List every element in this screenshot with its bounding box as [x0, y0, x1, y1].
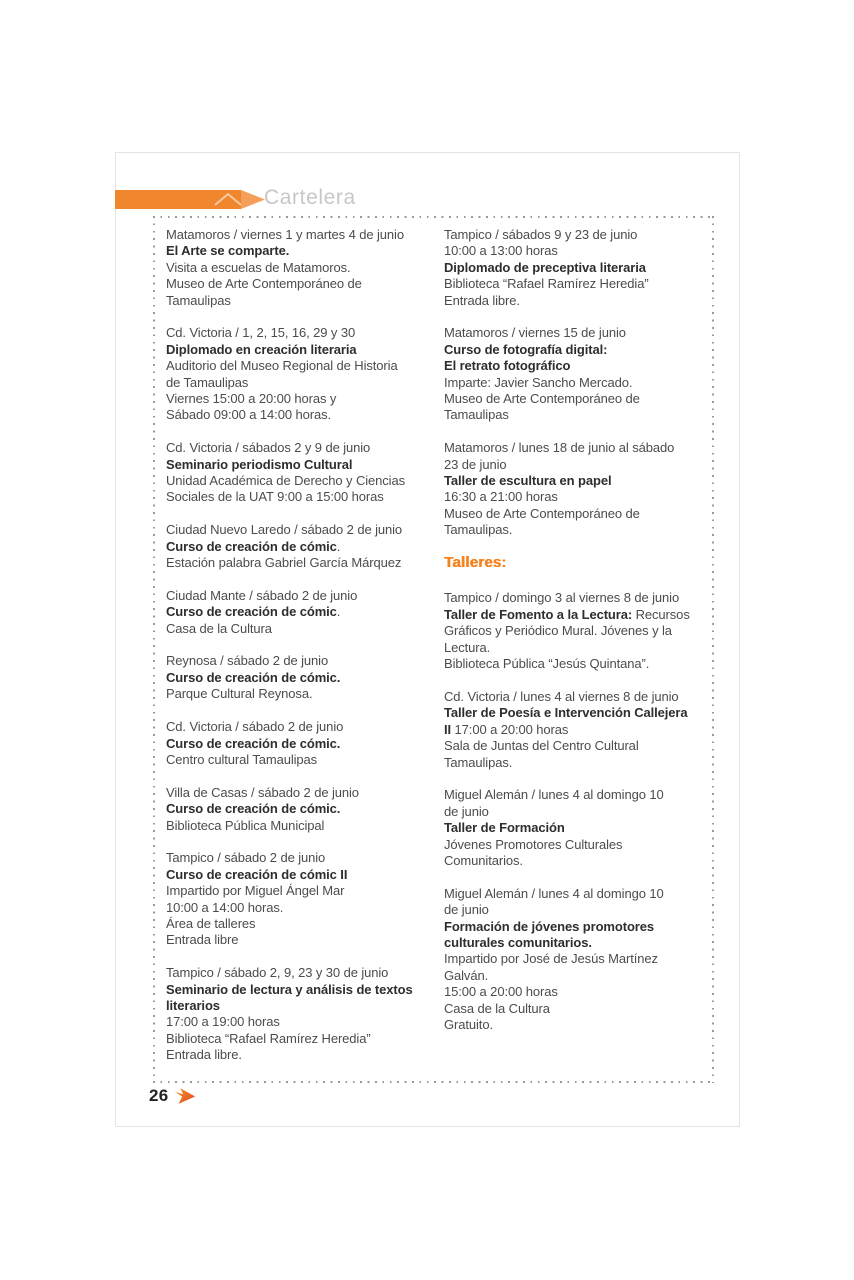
text-line: Parque Cultural Reynosa.	[166, 686, 313, 702]
text-line: Miguel Alemán / lunes 4 al domingo 10	[444, 787, 664, 803]
page-number: 26	[149, 1085, 169, 1105]
event-listing	[444, 787, 722, 869]
text-line: Ciudad Nuevo Laredo / sábado 2 de junio	[166, 522, 403, 538]
section-heading-talleres	[444, 555, 722, 571]
text-line: Taller de escultura en papel	[444, 473, 612, 489]
text-line: Sábado 09:00 a 14:00 horas.	[166, 407, 331, 423]
text-line: Entrada libre.	[444, 292, 520, 308]
text-line: literarios	[166, 997, 220, 1013]
event-listing	[166, 850, 444, 948]
text-line: Impartido por José de Jesús Martínez	[444, 951, 658, 967]
text-line: Museo de Arte Contemporáneo de	[444, 391, 640, 407]
event-listing	[166, 965, 444, 1063]
text-line: Biblioteca Pública Municipal	[166, 817, 325, 833]
text-line: Seminario periodismo Cultural	[166, 456, 353, 472]
text-line: El retrato fotográfico	[444, 358, 571, 374]
dotted-border-top	[153, 216, 714, 218]
text-line: Cd. Victoria / 1, 2, 15, 16, 29 y 30	[166, 325, 356, 341]
text-line: Matamoros / lunes 18 de junio al sábado	[444, 440, 675, 456]
text-line: 15:00 a 20:00 horas	[444, 984, 558, 1000]
column-right	[444, 227, 722, 1050]
text-line: Visita a escuelas de Matamoros.	[166, 259, 351, 275]
event-listing	[166, 719, 444, 768]
text-line: Auditorio del Museo Regional de Historia	[166, 358, 398, 374]
text-line: de junio	[444, 902, 489, 918]
text-line: Museo de Arte Contemporáneo de	[166, 276, 362, 292]
document-page	[115, 152, 740, 1127]
text-line: Curso de creación de cómic.	[166, 538, 341, 554]
text-line: Tampico / sábado 2 de junio	[166, 850, 326, 866]
text-line: Biblioteca “Rafael Ramírez Heredia”	[166, 1030, 371, 1046]
event-listing	[444, 325, 722, 423]
text-line: Curso de creación de cómic.	[166, 669, 341, 685]
text-line: Centro cultural Tamaulipas	[166, 751, 318, 767]
text-line: Taller de Fomento a la Lectura: Recursos	[444, 606, 690, 622]
text-line: Tampico / sábado 2, 9, 23 y 30 de junio	[166, 965, 389, 981]
text-line: Formación de jóvenes promotores	[444, 918, 655, 934]
event-listing	[444, 886, 722, 1034]
text-line: Curso de fotografía digital:	[444, 341, 608, 357]
event-listing	[166, 653, 444, 702]
text-line: Taller de Formación	[444, 820, 565, 836]
text-line: Biblioteca Pública “Jesús Quintana”.	[444, 656, 650, 672]
text-line: Cd. Victoria / sábados 2 y 9 de junio	[166, 440, 371, 456]
dotted-border-left	[153, 216, 155, 1083]
text-line: Matamoros / viernes 1 y martes 4 de junio	[166, 227, 404, 242]
text-line: Miguel Alemán / lunes 4 al domingo 10	[444, 885, 664, 901]
text-line: Curso de creación de cómic II	[166, 866, 348, 882]
text-line: Tamaulipas.	[444, 522, 513, 538]
text-line: Diplomado de preceptiva literaria	[444, 259, 646, 275]
text-line: Curso de creación de cómic.	[166, 735, 341, 751]
text-line: Matamoros / viernes 15 de junio	[444, 325, 626, 341]
text-line: Comunitarios.	[444, 852, 523, 868]
text-line: II 17:00 a 20:00 horas	[444, 721, 569, 737]
text-line: Área de talleres	[166, 915, 256, 931]
text-line: Gráficos y Periódico Mural. Jóvenes y la	[444, 623, 672, 639]
text-line: Entrada libre.	[166, 1047, 242, 1063]
text-line: Reynosa / sábado 2 de junio	[166, 653, 329, 669]
text-line: El Arte se comparte.	[166, 243, 290, 259]
event-listing	[444, 440, 722, 538]
text-line: Cd. Victoria / sábado 2 de junio	[166, 719, 344, 735]
text-line: Tampico / sábados 9 y 23 de junio	[444, 227, 638, 242]
text-line: Cd. Victoria / lunes 4 al viernes 8 de junio	[444, 688, 679, 704]
column-left	[166, 227, 444, 1080]
text-line: de junio	[444, 803, 489, 819]
text-line: Curso de creación de cómic.	[166, 801, 341, 817]
text-line: Unidad Académica de Derecho y Ciencias	[166, 473, 405, 489]
text-line: Biblioteca “Rafael Ramírez Heredia”	[444, 276, 649, 292]
event-listing	[166, 227, 444, 309]
text-line: 10:00 a 14:00 horas.	[166, 899, 284, 915]
text-line: Casa de la Cultura	[166, 620, 272, 636]
text-line: 10:00 a 13:00 horas	[444, 243, 558, 259]
text-line: culturales comunitarios.	[444, 934, 592, 950]
text-line: Lectura.	[444, 639, 491, 655]
text-line: Tamaulipas.	[444, 754, 513, 770]
text-line: Ciudad Mante / sábado 2 de junio	[166, 587, 358, 603]
event-listing	[444, 227, 722, 309]
text-line: Villa de Casas / sábado 2 de junio	[166, 784, 359, 800]
text-line: Viernes 15:00 a 20:00 horas y	[166, 391, 337, 407]
event-listing	[166, 522, 444, 571]
text-line: Estación palabra Gabriel García Márquez	[166, 555, 402, 571]
cartelera-title: Cartelera	[264, 186, 356, 209]
text-line: Tampico / domingo 3 al viernes 8 de junio	[444, 590, 680, 606]
text-line: Museo de Arte Contemporáneo de	[444, 505, 640, 521]
text-line: Sociales de la UAT 9:00 a 15:00 horas	[166, 489, 384, 505]
text-line: 17:00 a 19:00 horas	[166, 1014, 280, 1030]
dotted-border-bottom	[153, 1081, 714, 1083]
event-listing	[166, 785, 444, 834]
text-line: Gratuito.	[444, 1017, 493, 1032]
page-footer	[149, 1085, 197, 1106]
event-listing	[166, 440, 444, 506]
text-line: Seminario de lectura y análisis de textos	[166, 981, 413, 997]
text-line: Casa de la Cultura	[444, 1000, 550, 1016]
event-listing	[444, 590, 722, 672]
text-line: Talleres:	[444, 554, 507, 572]
event-listing	[166, 588, 444, 637]
text-line: Taller de Poesía e Intervención Callejera	[444, 705, 688, 721]
text-line: Imparte: Javier Sancho Mercado.	[444, 374, 633, 390]
brand-logo-bar-icon	[115, 190, 275, 210]
text-line: de Tamaulipas	[166, 374, 249, 390]
text-line: 16:30 a 21:00 horas	[444, 489, 558, 505]
text-line: Sala de Juntas del Centro Cultural	[444, 738, 639, 754]
event-listing	[444, 689, 722, 771]
text-line: Impartido por Miguel Ángel Mar	[166, 883, 345, 899]
text-line: 23 de junio	[444, 456, 507, 472]
text-line: Tamaulipas	[444, 407, 509, 423]
text-line: Diplomado en creación literaria	[166, 341, 357, 357]
bird-arrow-icon	[173, 1087, 197, 1106]
text-line: Entrada libre	[166, 932, 239, 948]
event-listing	[166, 325, 444, 423]
text-line: Galván.	[444, 967, 489, 983]
text-line: Tamaulipas	[166, 292, 231, 308]
text-line: Jóvenes Promotores Culturales	[444, 836, 623, 852]
text-line: Curso de creación de cómic.	[166, 604, 341, 620]
